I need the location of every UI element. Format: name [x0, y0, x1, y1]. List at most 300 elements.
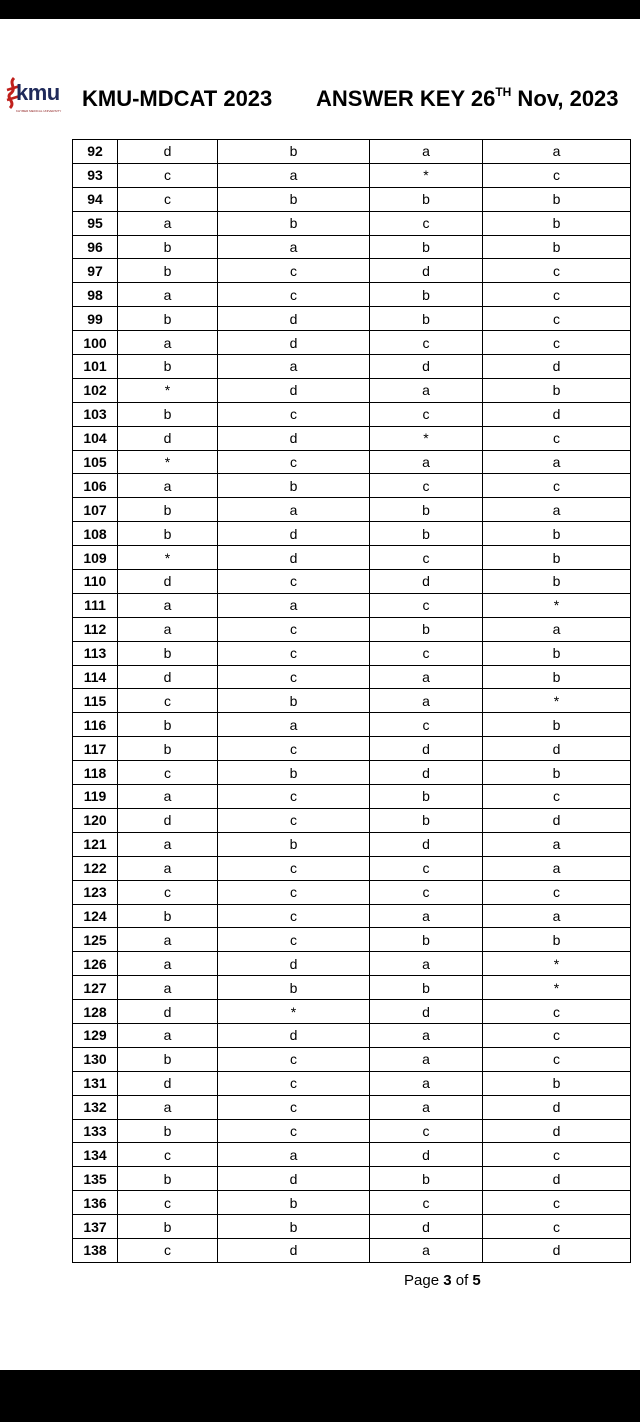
answer-cell: a [370, 450, 483, 474]
answer-cell: b [483, 761, 631, 785]
answer-cell: * [218, 1000, 370, 1024]
answer-cell: c [218, 1047, 370, 1071]
table-row [73, 880, 631, 904]
answer-key-title-sup: TH [495, 84, 512, 99]
answer-cell: a [218, 163, 370, 187]
answer-cell: a [483, 904, 631, 928]
answer-cell: a [118, 283, 218, 307]
question-number: 116 [73, 713, 118, 737]
question-number: 95 [73, 211, 118, 235]
answer-key-title-suffix: Nov, 2023 [511, 86, 619, 111]
answer-cell: c [483, 1000, 631, 1024]
answer-cell: d [370, 737, 483, 761]
answer-cell: a [370, 952, 483, 976]
table-row [73, 713, 631, 737]
answer-cell: b [483, 1071, 631, 1095]
answer-cell: d [218, 1167, 370, 1191]
answer-cell: a [118, 928, 218, 952]
answer-cell: a [218, 498, 370, 522]
question-number: 134 [73, 1143, 118, 1167]
answer-cell: a [483, 450, 631, 474]
answer-cell: c [370, 474, 483, 498]
answer-cell: d [483, 355, 631, 379]
answer-cell: c [370, 856, 483, 880]
answer-cell: b [218, 211, 370, 235]
answer-cell: c [218, 856, 370, 880]
answer-cell: b [218, 832, 370, 856]
page-current: 3 [443, 1272, 452, 1289]
answer-cell: d [370, 1000, 483, 1024]
answer-cell: b [118, 1047, 218, 1071]
answer-cell: b [483, 235, 631, 259]
question-number: 99 [73, 307, 118, 331]
answer-cell: d [218, 307, 370, 331]
answer-cell: c [370, 641, 483, 665]
answer-key-body [73, 140, 631, 1263]
answer-cell: c [218, 665, 370, 689]
table-row [73, 1095, 631, 1119]
question-number: 103 [73, 402, 118, 426]
answer-cell: b [118, 522, 218, 546]
answer-cell: b [118, 259, 218, 283]
answer-cell: b [483, 522, 631, 546]
answer-cell: a [483, 140, 631, 164]
answer-cell: b [218, 689, 370, 713]
question-number: 132 [73, 1095, 118, 1119]
table-row [73, 187, 631, 211]
answer-cell: d [218, 546, 370, 570]
answer-cell: c [370, 331, 483, 355]
answer-cell: b [370, 617, 483, 641]
answer-cell: c [483, 259, 631, 283]
table-row [73, 402, 631, 426]
answer-cell: b [483, 570, 631, 594]
answer-cell: d [218, 522, 370, 546]
table-row [73, 211, 631, 235]
question-number: 93 [73, 163, 118, 187]
table-row [73, 1167, 631, 1191]
question-number: 119 [73, 785, 118, 809]
table-row [73, 761, 631, 785]
answer-cell: c [370, 546, 483, 570]
table-row [73, 856, 631, 880]
answer-cell: b [118, 402, 218, 426]
answer-cell: a [118, 952, 218, 976]
answer-cell: c [483, 331, 631, 355]
answer-cell: a [370, 904, 483, 928]
answer-cell: a [218, 355, 370, 379]
answer-cell: b [370, 283, 483, 307]
answer-cell: d [118, 426, 218, 450]
question-number: 133 [73, 1119, 118, 1143]
question-number: 131 [73, 1071, 118, 1095]
answer-cell: d [370, 355, 483, 379]
page-number [404, 1272, 481, 1289]
question-number: 92 [73, 140, 118, 164]
answer-cell: a [118, 593, 218, 617]
answer-cell: a [483, 617, 631, 641]
answer-cell: c [218, 570, 370, 594]
logo-subtitle: KHYBER MEDICAL UNIVERSITY [16, 109, 62, 113]
question-number: 121 [73, 832, 118, 856]
exam-title: KMU-MDCAT 2023 [82, 86, 273, 111]
answer-cell: d [118, 808, 218, 832]
answer-cell: a [483, 856, 631, 880]
answer-cell: * [118, 450, 218, 474]
answer-cell: b [483, 211, 631, 235]
answer-cell: c [218, 617, 370, 641]
answer-cell: * [483, 689, 631, 713]
answer-cell: b [218, 140, 370, 164]
table-row [73, 378, 631, 402]
table-row [73, 140, 631, 164]
table-row [73, 1143, 631, 1167]
table-row [73, 665, 631, 689]
answer-cell: b [370, 235, 483, 259]
table-row [73, 235, 631, 259]
answer-cell: b [218, 474, 370, 498]
table-row [73, 259, 631, 283]
answer-cell: c [370, 880, 483, 904]
answer-cell: c [218, 1119, 370, 1143]
answer-cell: c [118, 1191, 218, 1215]
answer-cell: b [483, 928, 631, 952]
top-black-bar [0, 0, 640, 19]
answer-cell: a [218, 235, 370, 259]
table-row [73, 546, 631, 570]
answer-cell: b [370, 187, 483, 211]
answer-cell: d [370, 761, 483, 785]
answer-cell: c [218, 808, 370, 832]
answer-cell: b [218, 1191, 370, 1215]
answer-cell: d [218, 378, 370, 402]
answer-cell: a [118, 832, 218, 856]
question-number: 136 [73, 1191, 118, 1215]
answer-cell: d [370, 570, 483, 594]
answer-cell: b [118, 1167, 218, 1191]
table-row [73, 689, 631, 713]
answer-cell: b [483, 641, 631, 665]
answer-cell: c [483, 163, 631, 187]
answer-cell: c [218, 259, 370, 283]
page-of: of [455, 1272, 469, 1289]
answer-cell: d [483, 737, 631, 761]
answer-cell: d [218, 1238, 370, 1262]
question-number: 118 [73, 761, 118, 785]
answer-cell: b [483, 378, 631, 402]
question-number: 111 [73, 593, 118, 617]
logo-text: kmu [16, 80, 60, 105]
answer-cell: c [370, 713, 483, 737]
answer-cell: c [218, 737, 370, 761]
answer-cell: d [218, 331, 370, 355]
answer-cell: c [118, 761, 218, 785]
answer-key-title [316, 86, 619, 112]
answer-cell: c [483, 1215, 631, 1239]
table-row [73, 737, 631, 761]
answer-cell: a [370, 1047, 483, 1071]
answer-cell: b [370, 976, 483, 1000]
answer-cell: * [118, 378, 218, 402]
table-row [73, 163, 631, 187]
answer-cell: d [118, 1071, 218, 1095]
answer-cell: * [483, 976, 631, 1000]
answer-cell: d [118, 1000, 218, 1024]
answer-cell: a [118, 1023, 218, 1047]
answer-cell: c [483, 283, 631, 307]
answer-cell: * [118, 546, 218, 570]
answer-cell: a [370, 1238, 483, 1262]
answer-cell: a [118, 1095, 218, 1119]
answer-cell: c [483, 307, 631, 331]
answer-cell: b [370, 498, 483, 522]
question-number: 113 [73, 641, 118, 665]
answer-cell: d [483, 1238, 631, 1262]
page-word: Page [404, 1272, 440, 1289]
answer-cell: c [218, 1095, 370, 1119]
question-number: 109 [73, 546, 118, 570]
answer-cell: c [483, 426, 631, 450]
answer-cell: c [118, 689, 218, 713]
answer-cell: c [370, 1191, 483, 1215]
question-number: 135 [73, 1167, 118, 1191]
question-number: 105 [73, 450, 118, 474]
table-row [73, 593, 631, 617]
answer-cell: c [218, 402, 370, 426]
question-number: 97 [73, 259, 118, 283]
answer-cell: c [218, 928, 370, 952]
table-row [73, 832, 631, 856]
question-number: 98 [73, 283, 118, 307]
table-row [73, 331, 631, 355]
answer-cell: d [370, 259, 483, 283]
question-number: 108 [73, 522, 118, 546]
answer-cell: c [118, 187, 218, 211]
answer-cell: a [483, 832, 631, 856]
table-row [73, 355, 631, 379]
answer-cell: d [370, 832, 483, 856]
question-number: 100 [73, 331, 118, 355]
answer-cell: b [370, 928, 483, 952]
answer-cell: a [118, 976, 218, 1000]
table-row [73, 307, 631, 331]
table-row [73, 1119, 631, 1143]
answer-cell: d [483, 808, 631, 832]
table-row [73, 1191, 631, 1215]
answer-cell: a [118, 856, 218, 880]
question-number: 104 [73, 426, 118, 450]
answer-cell: b [370, 307, 483, 331]
question-number: 122 [73, 856, 118, 880]
table-row [73, 283, 631, 307]
answer-cell: c [118, 1238, 218, 1262]
question-number: 127 [73, 976, 118, 1000]
page-total: 5 [472, 1272, 481, 1289]
answer-cell: c [218, 450, 370, 474]
question-number: 106 [73, 474, 118, 498]
answer-cell: b [218, 761, 370, 785]
answer-cell: b [483, 546, 631, 570]
answer-cell: a [118, 617, 218, 641]
answer-cell: a [218, 713, 370, 737]
answer-cell: c [218, 1071, 370, 1095]
answer-cell: * [370, 426, 483, 450]
answer-cell: b [118, 498, 218, 522]
table-row [73, 808, 631, 832]
answer-cell: c [370, 593, 483, 617]
answer-cell: c [218, 641, 370, 665]
answer-cell: b [218, 976, 370, 1000]
answer-cell: * [483, 593, 631, 617]
answer-cell: a [370, 1095, 483, 1119]
question-number: 112 [73, 617, 118, 641]
table-row [73, 1238, 631, 1262]
answer-cell: c [483, 1143, 631, 1167]
answer-cell: b [118, 641, 218, 665]
answer-cell: d [483, 1167, 631, 1191]
answer-cell: b [370, 808, 483, 832]
bottom-black-bar [0, 1370, 640, 1422]
table-row [73, 952, 631, 976]
answer-cell: c [483, 1191, 631, 1215]
question-number: 101 [73, 355, 118, 379]
question-number: 114 [73, 665, 118, 689]
answer-cell: c [118, 880, 218, 904]
answer-cell: d [218, 952, 370, 976]
answer-cell: d [483, 1095, 631, 1119]
answer-cell: c [483, 1047, 631, 1071]
answer-cell: b [118, 307, 218, 331]
answer-cell: a [218, 593, 370, 617]
table-row [73, 617, 631, 641]
question-number: 137 [73, 1215, 118, 1239]
answer-cell: b [118, 355, 218, 379]
question-number: 94 [73, 187, 118, 211]
answer-cell: a [118, 331, 218, 355]
table-row [73, 570, 631, 594]
answer-cell: b [118, 904, 218, 928]
question-number: 129 [73, 1023, 118, 1047]
answer-cell: c [483, 785, 631, 809]
answer-cell: b [483, 187, 631, 211]
document-header [0, 70, 640, 132]
answer-cell: a [370, 1023, 483, 1047]
answer-cell: c [483, 474, 631, 498]
question-number: 110 [73, 570, 118, 594]
answer-cell: d [218, 1023, 370, 1047]
table-row [73, 1000, 631, 1024]
answer-cell: a [218, 1143, 370, 1167]
table-row [73, 1071, 631, 1095]
question-number: 117 [73, 737, 118, 761]
table-row [73, 976, 631, 1000]
kmu-logo [4, 76, 64, 116]
answer-cell: d [370, 1215, 483, 1239]
answer-cell: b [218, 1215, 370, 1239]
table-row [73, 904, 631, 928]
answer-cell: c [218, 785, 370, 809]
answer-cell: a [118, 785, 218, 809]
answer-cell: c [218, 283, 370, 307]
answer-cell: d [118, 140, 218, 164]
answer-cell: c [218, 904, 370, 928]
answer-cell: a [483, 498, 631, 522]
answer-cell: a [370, 665, 483, 689]
answer-cell: b [483, 665, 631, 689]
answer-cell: c [483, 880, 631, 904]
answer-cell: a [370, 1071, 483, 1095]
table-row [73, 641, 631, 665]
answer-cell: b [370, 785, 483, 809]
answer-cell: d [483, 1119, 631, 1143]
question-number: 138 [73, 1238, 118, 1262]
answer-cell: b [370, 522, 483, 546]
table-row [73, 1023, 631, 1047]
question-number: 124 [73, 904, 118, 928]
answer-cell: a [118, 474, 218, 498]
answer-cell: d [118, 665, 218, 689]
answer-cell: a [118, 211, 218, 235]
answer-cell: b [483, 713, 631, 737]
question-number: 120 [73, 808, 118, 832]
question-number: 126 [73, 952, 118, 976]
answer-cell: c [370, 402, 483, 426]
question-number: 102 [73, 378, 118, 402]
answer-cell: d [218, 426, 370, 450]
answer-cell: c [370, 211, 483, 235]
answer-cell: d [118, 570, 218, 594]
answer-cell: a [370, 689, 483, 713]
table-row [73, 928, 631, 952]
table-row [73, 474, 631, 498]
answer-cell: d [370, 1143, 483, 1167]
answer-cell: * [483, 952, 631, 976]
answer-cell: b [118, 713, 218, 737]
table-row [73, 450, 631, 474]
answer-cell: * [370, 163, 483, 187]
question-number: 130 [73, 1047, 118, 1071]
answer-cell: a [370, 140, 483, 164]
answer-cell: a [370, 378, 483, 402]
answer-cell: c [483, 1023, 631, 1047]
table-row [73, 1215, 631, 1239]
answer-cell: b [118, 1119, 218, 1143]
answer-cell: b [370, 1167, 483, 1191]
question-number: 128 [73, 1000, 118, 1024]
table-row [73, 1047, 631, 1071]
question-number: 107 [73, 498, 118, 522]
question-number: 125 [73, 928, 118, 952]
answer-cell: d [483, 402, 631, 426]
question-number: 115 [73, 689, 118, 713]
table-row [73, 498, 631, 522]
question-number: 123 [73, 880, 118, 904]
answer-cell: b [218, 187, 370, 211]
answer-cell: b [118, 1215, 218, 1239]
answer-cell: c [118, 163, 218, 187]
table-row [73, 785, 631, 809]
answer-key-title-prefix: ANSWER KEY 26 [316, 86, 496, 111]
answer-cell: c [370, 1119, 483, 1143]
table-row [73, 426, 631, 450]
answer-key-table [72, 139, 631, 1263]
answer-cell: b [118, 737, 218, 761]
answer-cell: c [218, 880, 370, 904]
question-number: 96 [73, 235, 118, 259]
page-footer [0, 1272, 640, 1294]
answer-cell: b [118, 235, 218, 259]
answer-cell: c [118, 1143, 218, 1167]
